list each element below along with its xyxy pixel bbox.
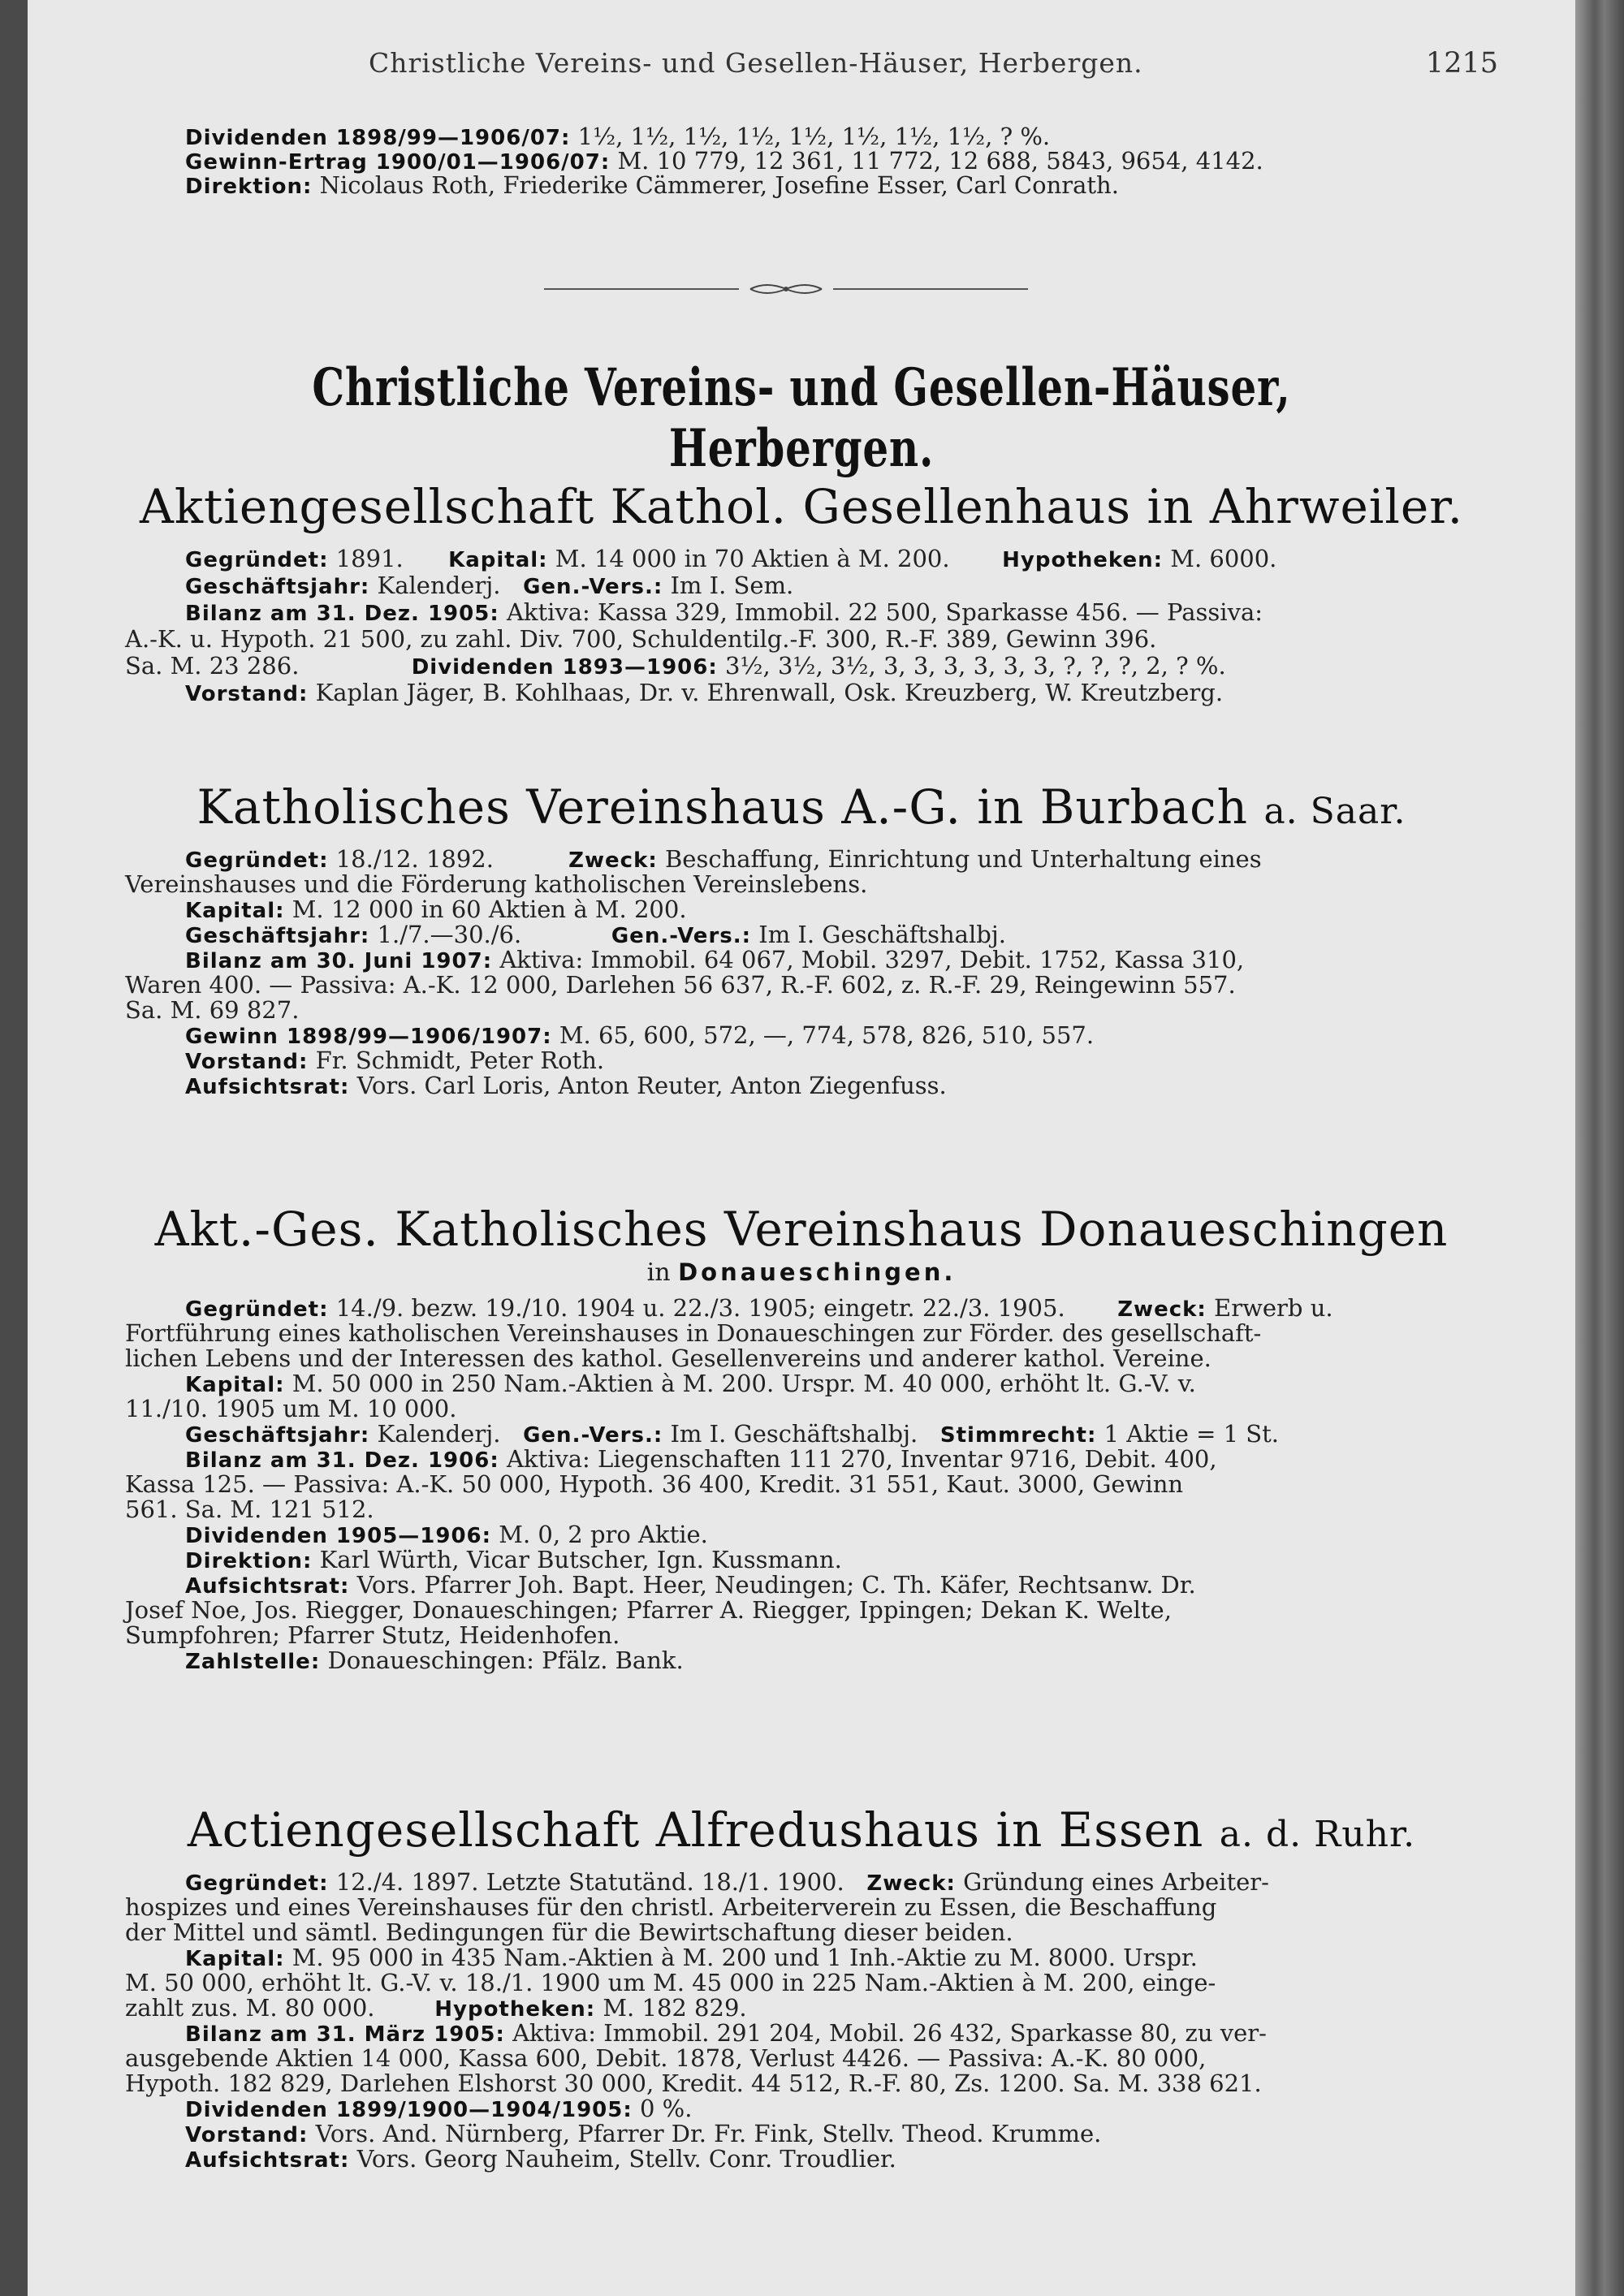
entry-line: der Mittel und sämtl. Bedingungen für die Bewirtschaftung dieser beiden. [125, 1918, 1013, 1946]
entry-line: Sa. M. 69 827. [125, 996, 300, 1024]
entry-line: Zahlstelle: Donaueschingen: Pfälz. Bank. [185, 1646, 684, 1674]
entry-line: 561. Sa. M. 121 512. [125, 1495, 374, 1523]
entry-line: Geschäftsjahr: Kalenderj. Gen.-Vers.: Im I. Geschäftshalbj. Stimmrecht: 1 Aktie = 1 St. [185, 1420, 1280, 1448]
fleuron-icon [747, 281, 825, 297]
scan-page-edge-right [1575, 0, 1624, 2296]
entry-line: zahlt zus. M. 80 000. Hypotheken: M. 182 829. [125, 1994, 747, 2022]
ornament-rule-right [833, 288, 1028, 290]
entry-line: Gegründet: 14./9. bezw. 19./10. 1904 u. 22./3. 1905; eingetr. 22./3. 1905. Zweck: Erwerb u. [185, 1294, 1333, 1322]
entry-line: Josef Noe, Jos. Riegger, Donaueschingen; Pfarrer A. Riegger, Ippingen; Dekan K. Welte, [125, 1596, 1172, 1624]
entry-line: M. 50 000, erhöht lt. G.-V. v. 18./1. 1900 um M. 45 000 in 225 Nam.-Aktien à M. 200, einge- [125, 1969, 1216, 1996]
entry-line: Sa. M. 23 286. Dividenden 1893—1906: 3½, 3½, 3½, 3, 3, 3, 3, 3, 3, ?, ?, ?, 2, ? %. [125, 652, 1226, 680]
entry-line: Vorstand: Vors. And. Nürnberg, Pfarrer Dr. Fr. Fink, Stellv. Theod. Krumme. [185, 2120, 1102, 2147]
entry-line: Gegründet: 1891. Kapital: M. 14 000 in 70 Aktien à M. 200. Hypotheken: M. 6000. [185, 545, 1277, 572]
entry-line: Kapital: M. 12 000 in 60 Aktien à M. 200. [185, 896, 687, 923]
entry-line: Fortführung eines katholischen Vereinshauses in Donaueschingen zur Förder. des gesellschaft- [125, 1319, 1262, 1347]
entry-line: Dividenden 1905—1906: M. 0, 2 pro Aktie. [185, 1521, 708, 1548]
entry-line: ausgebende Aktien 14 000, Kassa 600, Debit. 1878, Verlust 4426. — Passiva: A.-K. 80 000, [125, 2044, 1207, 2072]
entry-line: Kapital: M. 50 000 in 250 Nam.-Aktien à M. 200. Urspr. M. 40 000, erhöht lt. G.-V. v. [185, 1370, 1196, 1397]
entry-title-donaueschingen: Akt.-Ges. Katholisches Vereinshaus Donaueschingen [154, 1202, 1449, 1257]
entry-line: Gegründet: 12./4. 1897. Letzte Statutänd. 18./1. 1900. Zweck: Gründung eines Arbeiter- [185, 1868, 1269, 1896]
page-number: 1215 [1425, 47, 1498, 80]
entry-line: Bilanz am 31. März 1905: Aktiva: Immobil. 291 204, Mobil. 26 432, Sparkasse 80, zu ver- [185, 2019, 1267, 2047]
entry-line: Geschäftsjahr: 1./7.—30./6. Gen.-Vers.: Im I. Geschäftshalbj. [185, 921, 1007, 948]
entry-line: lichen Lebens und der Interessen des kathol. Gesellenvereins und anderer kathol. Vereine. [125, 1344, 1212, 1372]
entry-line: Waren 400. — Passiva: A.-K. 12 000, Darlehen 56 637, R.-F. 602, z. R.-F. 29, Reingewinn 557. [125, 971, 1236, 999]
direktion-line: Direktion: Nicolaus Roth, Friederike Cämmerer, Josefine Esser, Carl Conrath. [185, 171, 1119, 199]
entry-line: Geschäftsjahr: Kalenderj. Gen.-Vers.: Im I. Sem. [185, 572, 794, 599]
entry-line: Aufsichtsrat: Vors. Carl Loris, Anton Reuter, Anton Ziegenfuss. [185, 1072, 947, 1099]
entry-line: Hypoth. 182 829, Darlehen Elshorst 30 000, Kredit. 44 512, R.-F. 80, Zs. 1200. Sa. M. 338 621. [125, 2069, 1262, 2097]
scan-binding-edge-left [0, 0, 28, 2296]
entry-line: Bilanz am 30. Juni 1907: Aktiva: Immobil. 64 067, Mobil. 3297, Debit. 1752, Kassa 310, [185, 946, 1245, 973]
entry-title-ahrweiler: Aktiengesellschaft Kathol. Gesellenhaus in Ahrweiler. [139, 479, 1464, 534]
entry-title-burbach: Katholisches Vereinshaus A.-G. in Burbach a. Saar. [197, 779, 1406, 835]
entry-line: Kassa 125. — Passiva: A.-K. 50 000, Hypoth. 36 400, Kredit. 31 551, Kaut. 3000, Gewinn [125, 1470, 1184, 1498]
entry-line: 11./10. 1905 um M. 10 000. [125, 1395, 457, 1422]
entry-line: Bilanz am 31. Dez. 1905: Aktiva: Kassa 329, Immobil. 22 500, Sparkasse 456. — Passiva: [185, 598, 1263, 626]
entry-line: Dividenden 1899/1900—1904/1905: 0 %. [185, 2095, 693, 2122]
entry-title-essen: Actiengesellschaft Alfredushaus in Essen a. d. Ruhr. [187, 1802, 1416, 1858]
entry-line: Direktion: Karl Würth, Vicar Butscher, Ign. Kussmann. [185, 1546, 842, 1573]
entry-subtitle-donaueschingen: in Donaueschingen. [646, 1258, 957, 1287]
document-page [28, 0, 1575, 2296]
divider-ornament [544, 279, 1028, 299]
entry-line: hospizes und eines Vereinshauses für den christl. Arbeiterverein zu Essen, die Beschaffung [125, 1893, 1217, 1921]
entry-line: Vorstand: Fr. Schmidt, Peter Roth. [185, 1047, 605, 1074]
entry-line: Vereinshauses und die Förderung katholischen Vereinslebens. [125, 870, 868, 898]
entry-line: Gewinn 1898/99—1906/1907: M. 65, 600, 572, —, 774, 578, 826, 510, 557. [185, 1021, 1095, 1049]
header-title: Christliche Vereins- und Gesellen-Häuser, Herbergen. [369, 47, 1143, 79]
entry-line: Vorstand: Kaplan Jäger, B. Kohlhaas, Dr. v. Ehrenwall, Osk. Kreuzberg, W. Kreutzberg. [185, 679, 1224, 706]
entry-line: Gegründet: 18./12. 1892. Zweck: Beschaffung, Einrichtung und Unterhaltung eines [185, 845, 1262, 873]
entry-line: Bilanz am 31. Dez. 1906: Aktiva: Liegenschaften 111 270, Inventar 9716, Debit. 400, [185, 1445, 1217, 1473]
dividenden-line: Dividenden 1898/99—1906/07: 1½, 1½, 1½, 1½, 1½, 1½, 1½, 1½, ? %. [185, 123, 1051, 150]
entry-line: Aufsichtsrat: Vors. Pfarrer Joh. Bapt. Heer, Neudingen; C. Th. Käfer, Rechtsanw. Dr. [185, 1571, 1196, 1599]
running-header [28, 47, 1575, 88]
entry-line: A.-K. u. Hypoth. 21 500, zu zahl. Div. 700, Schuldentilg.-F. 300, R.-F. 389, Gewinn 396. [125, 625, 1157, 653]
entry-line: Aufsichtsrat: Vors. Georg Nauheim, Stellv. Conr. Troudlier. [185, 2145, 896, 2173]
section-title: Christliche Vereins- und Gesellen-Häuser, Herbergen. [312, 357, 1291, 479]
gewinn-line: Gewinn-Ertrag 1900/01—1906/07: M. 10 779, 12 361, 11 772, 12 688, 5843, 9654, 4142. [185, 147, 1263, 175]
entry-line: Sumpfohren; Pfarrer Stutz, Heidenhofen. [125, 1621, 620, 1649]
entry-line: Kapital: M. 95 000 in 435 Nam.-Aktien à M. 200 und 1 Inh.-Aktie zu M. 8000. Urspr. [185, 1944, 1198, 1971]
ornament-rule-left [544, 288, 739, 290]
